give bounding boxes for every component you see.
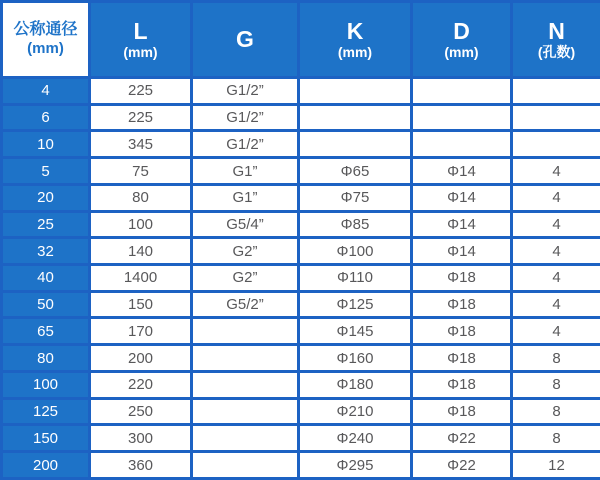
cell-k: Φ180 (299, 371, 412, 398)
header-L (90, 2, 192, 78)
cell-d (412, 131, 512, 158)
cell-l: 360 (90, 452, 192, 479)
row-header-dn: 20 (2, 184, 90, 211)
table-row (2, 425, 600, 452)
cell-l: 140 (90, 238, 192, 265)
table-row (2, 184, 600, 211)
cell-l: 150 (90, 291, 192, 318)
cell-n (512, 104, 600, 131)
cell-d: Φ18 (412, 398, 512, 425)
table-row (2, 238, 600, 265)
table-row (2, 104, 600, 131)
cell-n: 4 (512, 291, 600, 318)
cell-g (192, 398, 299, 425)
spec-table-body (2, 78, 600, 479)
row-header-dn: 4 (2, 78, 90, 105)
header-unit: (mm) (123, 44, 158, 61)
row-header-dn: 10 (2, 131, 90, 158)
cell-n: 4 (512, 184, 600, 211)
row-header-dn: 6 (2, 104, 90, 131)
cell-k: Φ85 (299, 211, 412, 238)
cell-g: G1/2” (192, 78, 299, 105)
cell-g (192, 425, 299, 452)
cell-l: 100 (90, 211, 192, 238)
header-label: D (453, 17, 470, 44)
cell-k: Φ125 (299, 291, 412, 318)
cell-g: G5/4” (192, 211, 299, 238)
cell-d: Φ18 (412, 345, 512, 372)
row-header-dn: 100 (2, 371, 90, 398)
table-row (2, 371, 600, 398)
table-row (2, 158, 600, 185)
cell-d: Φ14 (412, 211, 512, 238)
header-K (299, 2, 412, 78)
cell-l: 250 (90, 398, 192, 425)
cell-g: G1/2” (192, 131, 299, 158)
header-label: L (133, 17, 148, 44)
cell-n (512, 78, 600, 105)
cell-d: Φ18 (412, 265, 512, 292)
header-nominal-diameter (2, 2, 90, 78)
table-row (2, 345, 600, 372)
cell-k: Φ65 (299, 158, 412, 185)
cell-l: 1400 (90, 265, 192, 292)
cell-d: Φ14 (412, 158, 512, 185)
cell-d: Φ14 (412, 238, 512, 265)
cell-l: 80 (90, 184, 192, 211)
cell-n: 4 (512, 158, 600, 185)
cell-d (412, 104, 512, 131)
cell-d: Φ22 (412, 425, 512, 452)
cell-l: 75 (90, 158, 192, 185)
cell-k: Φ145 (299, 318, 412, 345)
header-unit: (mm) (27, 39, 64, 57)
cell-n: 8 (512, 398, 600, 425)
cell-g (192, 318, 299, 345)
cell-n: 4 (512, 238, 600, 265)
cell-l: 225 (90, 104, 192, 131)
cell-l: 300 (90, 425, 192, 452)
table-row (2, 452, 600, 479)
cell-k: Φ100 (299, 238, 412, 265)
header-unit: (mm) (337, 44, 373, 61)
cell-n: 4 (512, 211, 600, 238)
cell-n: 4 (512, 318, 600, 345)
cell-g: G1” (192, 158, 299, 185)
cell-d (412, 78, 512, 105)
cell-g: G2” (192, 265, 299, 292)
row-header-dn: 80 (2, 345, 90, 372)
cell-g: G5/2” (192, 291, 299, 318)
cell-n: 4 (512, 265, 600, 292)
cell-n: 8 (512, 371, 600, 398)
header-N (512, 2, 600, 78)
cell-l: 200 (90, 345, 192, 372)
row-header-dn: 40 (2, 265, 90, 292)
table-row (2, 131, 600, 158)
header-label: G (236, 26, 254, 53)
row-header-dn: 32 (2, 238, 90, 265)
cell-d: Φ18 (412, 318, 512, 345)
cell-g (192, 345, 299, 372)
table-row (2, 265, 600, 292)
cell-l: 220 (90, 371, 192, 398)
cell-g (192, 371, 299, 398)
header-unit: (孔数) (537, 44, 576, 61)
table-row (2, 78, 600, 105)
header-unit: (mm) (444, 44, 479, 61)
row-header-dn: 150 (2, 425, 90, 452)
header-label: 公称通径 (13, 21, 78, 39)
cell-k (299, 131, 412, 158)
cell-k (299, 78, 412, 105)
header-label: K (346, 17, 364, 44)
row-header-dn: 200 (2, 452, 90, 479)
cell-k (299, 104, 412, 131)
row-header-dn: 50 (2, 291, 90, 318)
cell-k: Φ240 (299, 425, 412, 452)
header-row (2, 2, 600, 78)
cell-g: G2” (192, 238, 299, 265)
cell-k: Φ110 (299, 265, 412, 292)
header-label: N (548, 17, 565, 44)
header-G (192, 2, 299, 78)
cell-g (192, 452, 299, 479)
cell-k: Φ295 (299, 452, 412, 479)
row-header-dn: 5 (2, 158, 90, 185)
cell-g: G1” (192, 184, 299, 211)
table-row (2, 211, 600, 238)
cell-d: Φ14 (412, 184, 512, 211)
cell-l: 345 (90, 131, 192, 158)
cell-l: 225 (90, 78, 192, 105)
cell-d: Φ18 (412, 371, 512, 398)
cell-n: 8 (512, 425, 600, 452)
table-row (2, 291, 600, 318)
row-header-dn: 65 (2, 318, 90, 345)
cell-l: 170 (90, 318, 192, 345)
cell-d: Φ18 (412, 291, 512, 318)
cell-k: Φ75 (299, 184, 412, 211)
row-header-dn: 25 (2, 211, 90, 238)
cell-d: Φ22 (412, 452, 512, 479)
cell-n: 12 (512, 452, 600, 479)
table-row (2, 318, 600, 345)
header-D (412, 2, 512, 78)
table-row (2, 398, 600, 425)
table-header (2, 2, 600, 78)
cell-k: Φ210 (299, 398, 412, 425)
cell-k: Φ160 (299, 345, 412, 372)
row-header-dn: 125 (2, 398, 90, 425)
cell-n (512, 131, 600, 158)
cell-g: G1/2” (192, 104, 299, 131)
cell-n: 8 (512, 345, 600, 372)
